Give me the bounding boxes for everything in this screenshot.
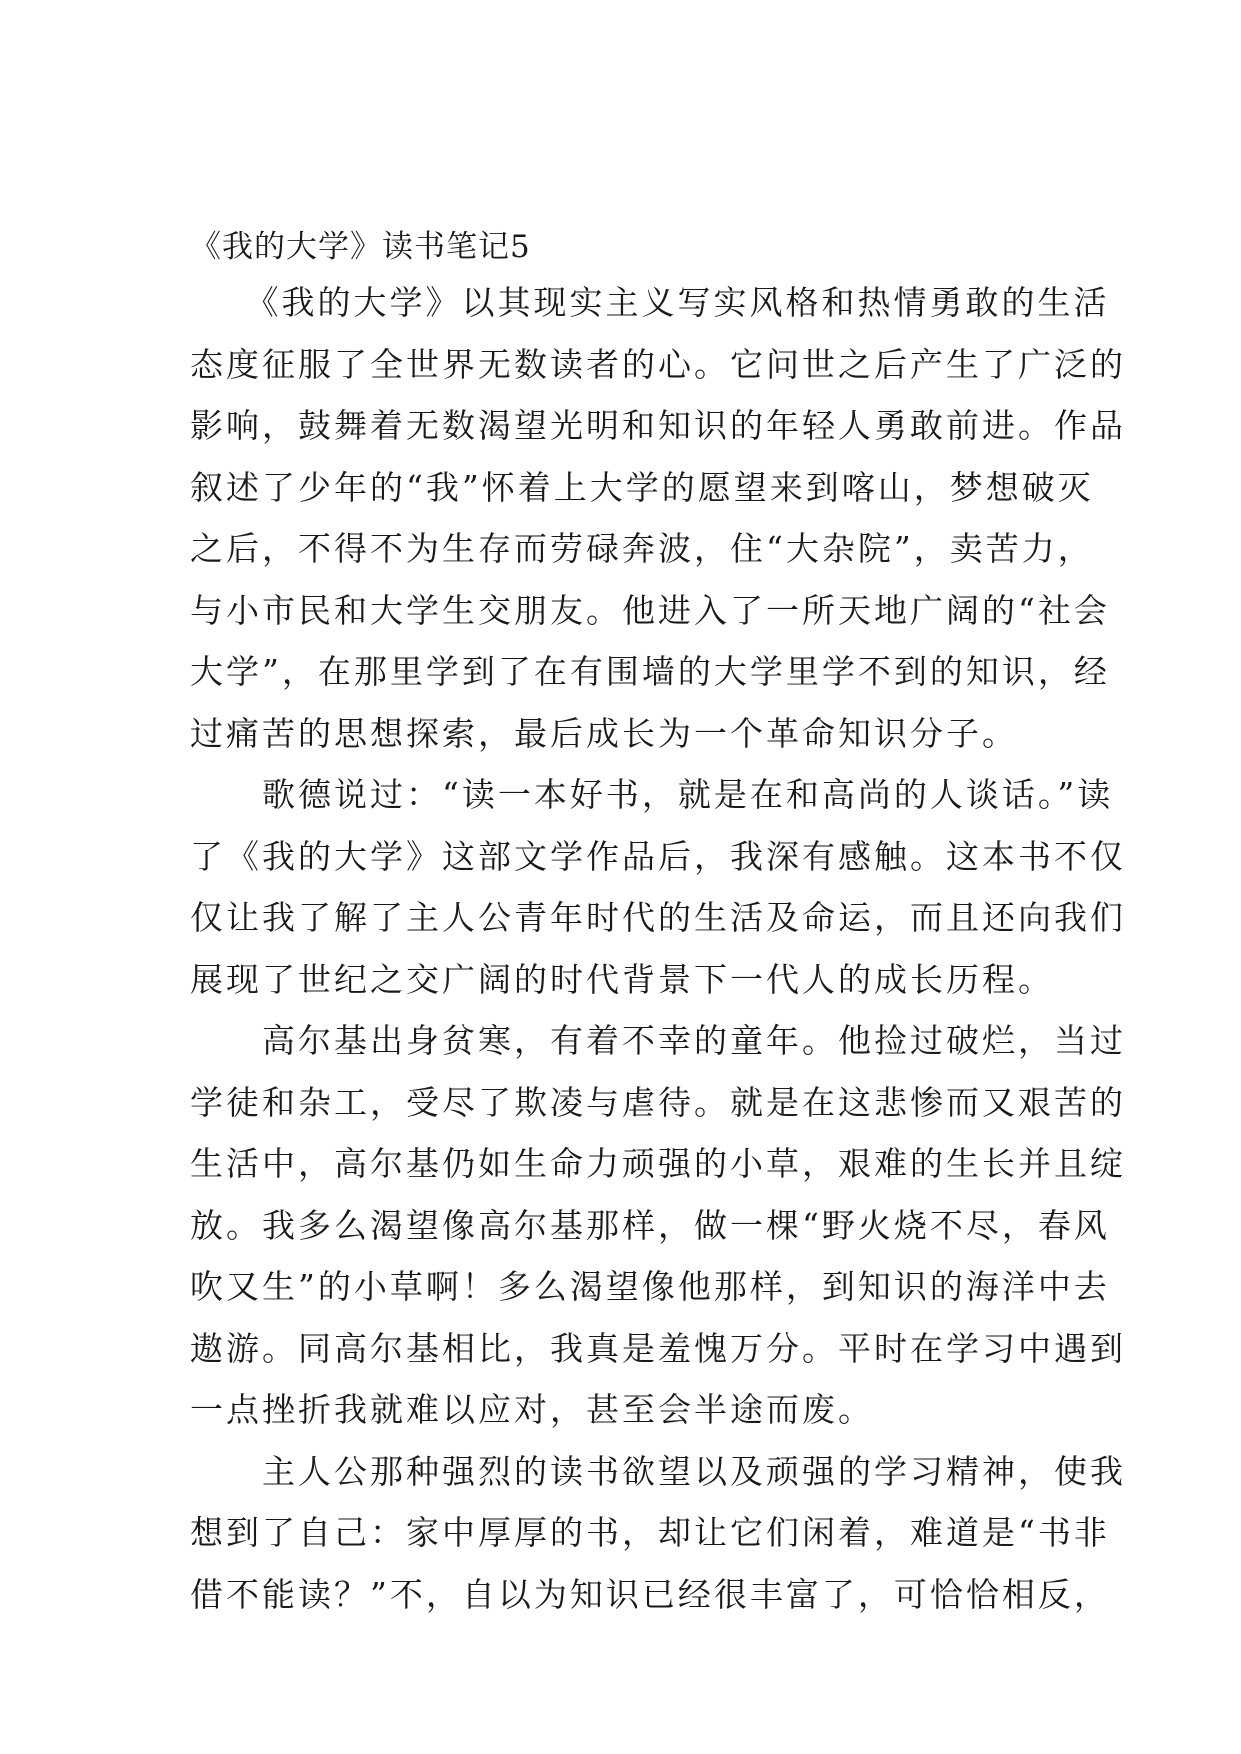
document-title: 《我的大学》读书笔记5	[190, 229, 531, 265]
text-line: 主人公那种强烈的读书欲望以及顽强的学习精神，使我	[190, 1451, 1126, 1491]
text-line: 之后，不得不为生存而劳碌奔波，住“大杂院”，卖苦力，	[190, 529, 1094, 568]
text-line: 学徒和杂工，受尽了欺凌与虐待。就是在这悲惨而又艰苦的	[190, 1082, 1126, 1122]
text-line: 高尔基出身贫寒，有着不幸的童年。他捡过破烂，当过	[190, 1021, 1126, 1060]
text-line: 生活中，高尔基仍如生命力顽强的小草，艰难的生长并且绽	[190, 1144, 1126, 1183]
text-line: 遨游。同高尔基相比，我真是羞愧万分。平时在学习中遇到	[190, 1328, 1126, 1368]
text-line: 想到了自己：家中厚厚的书，却让它们闲着，难道是“书非	[190, 1513, 1110, 1552]
text-line: 了《我的大学》这部文学作品后，我深有感触。这本书不仅	[190, 836, 1126, 876]
text-line: 叙述了少年的“我”怀着上大学的愿望来到喀山，梦想破灭	[190, 467, 1094, 507]
text-line: 影响，鼓舞着无数渴望光明和知识的年轻人勇敢前进。作品	[190, 406, 1126, 445]
text-line: 一点挫折我就难以应对，甚至会半途而废。	[190, 1390, 874, 1429]
text-line: 《我的大学》以其现实主义写实风格和热情勇敢的生活	[190, 283, 1110, 322]
text-line: 与小市民和大学生交朋友。他进入了一所天地广阔的“社会	[190, 590, 1110, 630]
text-line: 吹又生”的小草啊！多么渴望像他那样，到知识的海洋中去	[190, 1267, 1110, 1306]
text-line: 态度征服了全世界无数读者的心。它问世之后产生了广泛的	[190, 344, 1126, 384]
text-line: 大学”，在那里学到了在有围墙的大学里学不到的知识，经	[190, 652, 1110, 691]
text-line: 展现了世纪之交广阔的时代背景下一代人的成长历程。	[190, 959, 1054, 999]
text-line: 借不能读？”不，自以为知识已经很丰富了，可恰恰相反，	[190, 1574, 1110, 1614]
text-line: 歌德说过：“读一本好书，就是在和高尚的人谈话。”读	[190, 775, 1114, 814]
text-line: 过痛苦的思想探索，最后成长为一个革命知识分子。	[190, 713, 1018, 753]
document-body	[190, 282, 1126, 1635]
text-line: 仅让我了解了主人公青年时代的生活及命运，而且还向我们	[190, 898, 1126, 937]
text-line: 放。我多么渴望像高尔基那样，做一棵“野火烧不尽，春风	[190, 1205, 1110, 1245]
